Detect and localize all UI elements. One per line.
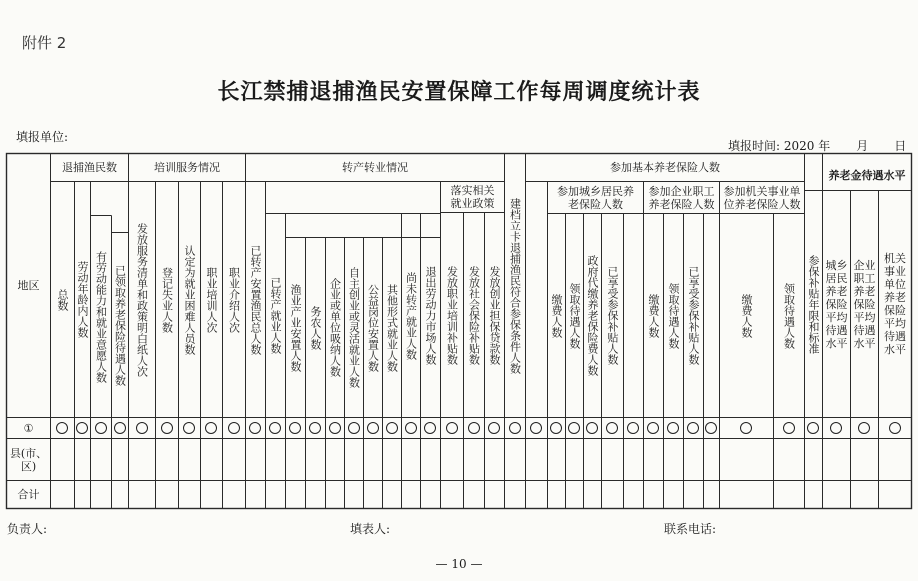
- group-pension: 参加基本养老保险人数: [610, 161, 720, 174]
- column-index-marker: [468, 422, 480, 434]
- column-index-marker: [889, 422, 901, 434]
- page-title: 长江禁捕退捕渔民安置保障工作每周调度统计表: [217, 79, 701, 105]
- column-index-marker: [647, 422, 659, 434]
- footer-phone: 联系电话:: [664, 522, 717, 536]
- col-total: 总数: [56, 288, 69, 311]
- group-retired: 退捕渔民数: [62, 161, 117, 174]
- column-index-marker: [509, 422, 521, 434]
- row-index-label: ①: [23, 421, 34, 435]
- col-training-subsidy: 发放职业培训补贴数: [445, 265, 459, 365]
- column-index-marker: [228, 422, 240, 434]
- col-difficulty: 认定为就业困难人员数: [183, 244, 196, 355]
- column-index-marker: [136, 422, 148, 434]
- column-index-marker: [627, 422, 639, 434]
- col-urban-subsidy: 已享受参保补贴人数: [606, 266, 619, 365]
- column-index-marker: [309, 422, 321, 434]
- col-able-willing: 有劳动能力和就业意愿人数: [94, 250, 108, 383]
- col-insurance-subsidy: 发放社会保险补贴数: [467, 265, 481, 365]
- group-employment: 转产转业情况: [342, 161, 408, 174]
- column-index-marker: [740, 422, 752, 434]
- footer-head: 负责人:: [7, 522, 48, 536]
- row-county-label: 县(市、区): [9, 446, 48, 473]
- col-institution-paying: 缴费人数: [740, 293, 753, 338]
- col-enterprise-avg-benefit: 企业职工养老保险平均待遇水平: [853, 258, 876, 350]
- column-index-marker: [606, 422, 618, 434]
- column-index-marker: [76, 422, 88, 434]
- column-index-marker: [530, 422, 542, 434]
- column-index-marker: [586, 422, 598, 434]
- column-index-marker: [446, 422, 458, 434]
- column-index-marker: [161, 422, 173, 434]
- column-index-marker: [183, 422, 195, 434]
- column-index-marker: [687, 422, 699, 434]
- fill-time-month: 月: [856, 139, 869, 153]
- column-index-marker: [550, 422, 562, 434]
- fill-time-day: 日: [894, 139, 907, 153]
- column-index-marker: [367, 422, 379, 434]
- group-enterprise: 参加企业职工养老保险人数: [648, 184, 715, 211]
- region-header: 地区: [17, 279, 40, 292]
- col-urban-paying: 缴费人数: [550, 293, 563, 338]
- col-subsidy-standard: 参保补贴年限和标准: [807, 254, 820, 354]
- col-fishery-placement: 渔业产业安置人数: [289, 283, 302, 372]
- column-index-marker: [95, 422, 107, 434]
- col-urban-receiving: 领取待遇人数: [568, 282, 581, 349]
- col-enterprise-subsidy: 已享受参保补贴人数: [687, 266, 700, 365]
- group-training: 培训服务情况: [154, 161, 220, 174]
- group-institution: 参加机关事业单位养老保险人数: [723, 184, 801, 211]
- reporting-unit-label: 填报单位:: [16, 130, 69, 144]
- column-index-marker: [568, 422, 580, 434]
- column-index-marker: [386, 422, 398, 434]
- column-index-marker: [205, 422, 217, 434]
- col-farming: 务农人数: [309, 305, 322, 350]
- col-institution-receiving: 领取待遇人数: [782, 282, 796, 349]
- column-index-marker: [858, 422, 870, 434]
- col-registered-eligible: 建档立卡退捕渔民符合参保条件人数: [508, 197, 522, 374]
- col-enterprise-receiving: 领取待遇人数: [667, 282, 680, 349]
- attachment-label: 附件 2: [22, 34, 67, 52]
- column-index-marker: [667, 422, 679, 434]
- group-benefit: 养老金待遇水平: [828, 168, 906, 182]
- column-index-marker: [705, 422, 717, 434]
- col-public-welfare: 公益岗位安置人数: [366, 283, 380, 372]
- col-enterprise-paying: 缴费人数: [647, 293, 660, 338]
- col-institution-avg-benefit: 机关事业单位养老保险平均待遇水平: [884, 252, 906, 356]
- col-urban-govt-paid: 政府代缴养老保险费人数: [586, 255, 599, 376]
- column-index-marker: [830, 422, 842, 434]
- col-exited-labor: 退出劳动力市场人数: [424, 266, 437, 365]
- col-working-age: 劳动年龄内人数: [76, 261, 89, 338]
- column-index-marker: [424, 422, 436, 434]
- col-resettled-total: 已转产安置渔民总人数: [249, 244, 262, 355]
- col-service-list: 发放服务清单和政策明白纸人次: [135, 222, 149, 377]
- col-registered-unemployed: 登记失业人数: [160, 266, 174, 333]
- column-index-marker: [405, 422, 417, 434]
- page-number: — 10 —: [435, 557, 483, 571]
- col-urban-avg-benefit: 城乡居民养老保险平均待遇水平: [825, 258, 848, 350]
- column-index-marker: [249, 422, 261, 434]
- col-not-yet-employed: 尚未转产就业人数: [404, 271, 418, 360]
- column-index-marker: [488, 422, 500, 434]
- column-index-marker: [348, 422, 360, 434]
- fill-time-year: 填报时间: 2020 年: [728, 139, 831, 153]
- col-vocational-training: 职业培训人次: [205, 266, 218, 333]
- group-policy: 落实相关就业政策: [450, 184, 495, 210]
- column-index-marker: [114, 422, 126, 434]
- column-index-marker: [807, 422, 819, 434]
- col-other-employment: 其他形式就业人数: [385, 283, 399, 372]
- col-self-employed: 自主创业或灵活就业人数: [347, 267, 361, 388]
- col-enterprise-absorbed: 企业或单位吸纳人数: [328, 278, 342, 377]
- row-total-label: 合计: [17, 488, 40, 501]
- footer-filler: 填表人:: [350, 522, 391, 536]
- column-index-marker: [289, 422, 301, 434]
- group-urban-rural: 参加城乡居民养老保险人数: [557, 184, 634, 211]
- column-index-marker: [329, 422, 341, 434]
- column-index-marker: [269, 422, 281, 434]
- col-transferred-employed: 已转产就业人数: [269, 277, 282, 354]
- col-startup-loan: 发放创业担保贷款数: [488, 265, 501, 365]
- col-pension-received: 已领取养老保险待遇人数: [113, 264, 127, 386]
- column-index-marker: [783, 422, 795, 434]
- col-job-introduction: 职业介绍人次: [227, 266, 241, 333]
- column-index-marker: [56, 422, 68, 434]
